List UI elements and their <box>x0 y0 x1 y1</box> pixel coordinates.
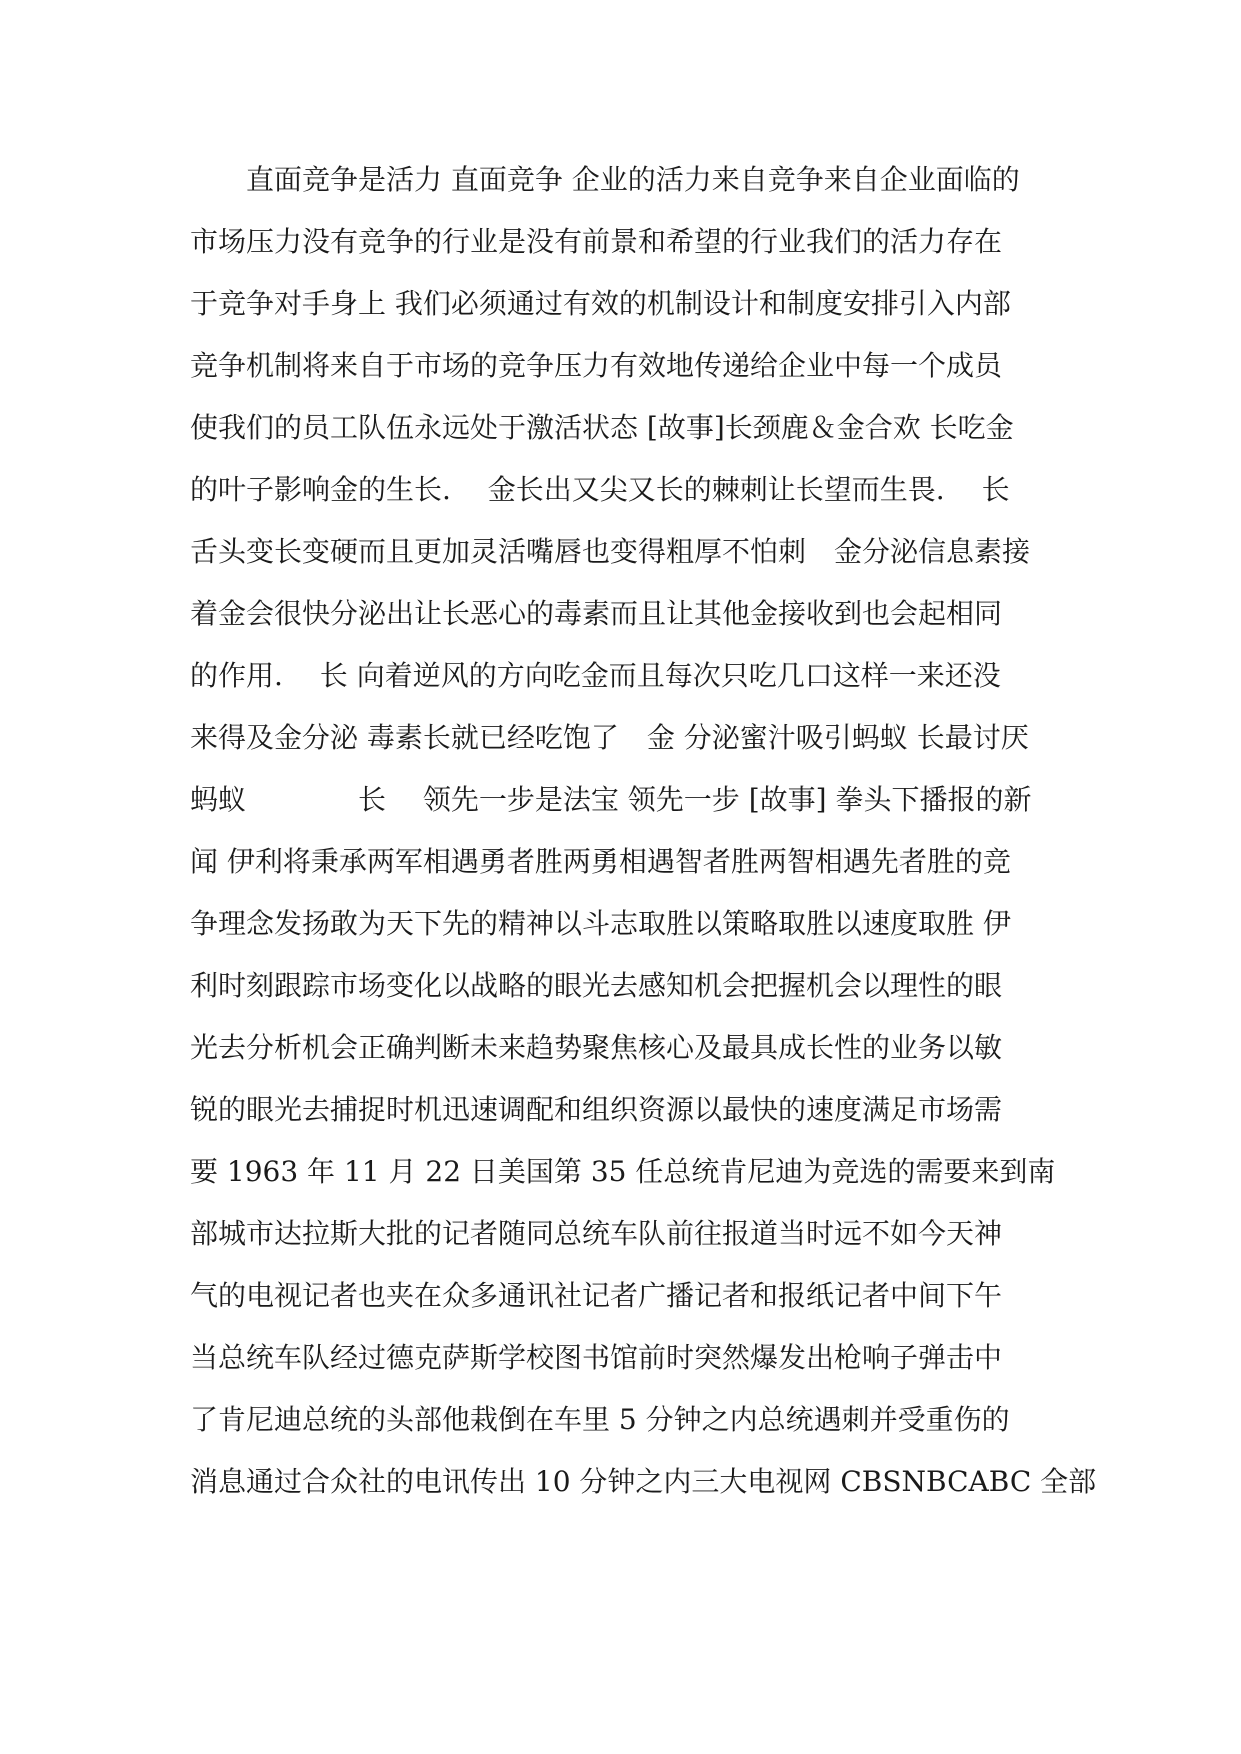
text-line: 蚂蚁 长 领先一步是法宝 领先一步 [故事] 拳头下播报的新 <box>190 783 1032 816</box>
text-line: 市场压力没有竞争的行业是没有前景和希望的行业我们的活力存在 <box>190 225 1003 258</box>
text-line: 着金会很快分泌出让长恶心的毒素而且让其他金接收到也会起相同 <box>190 597 1003 630</box>
text-line: 使我们的员工队伍永远处于激活状态 [故事]长颈鹿＆金合欢 长吃金 <box>190 411 1014 444</box>
text-line: 部城市达拉斯大批的记者随同总统车队前往报道当时远不如今天神 <box>190 1217 1003 1250</box>
text-line: 锐的眼光去捕捉时机迅速调配和组织资源以最快的速度满足市场需 <box>190 1093 1003 1126</box>
text-line: 于竞争对手身上 我们必须通过有效的机制设计和制度安排引入内部 <box>190 287 1011 320</box>
text-line: 的作用. 长 向着逆风的方向吃金而且每次只吃几口这样一来还没 <box>190 659 1001 692</box>
text-line: 竞争机制将来自于市场的竞争压力有效地传递给企业中每一个成员 <box>190 349 1003 382</box>
text-line: 舌头变长变硬而且更加灵活嘴唇也变得粗厚不怕刺 金分泌信息素接 <box>190 535 1031 568</box>
text-line: 的叶子影响金的生长. 金长出又尖又长的棘刺让长望而生畏. 长 <box>190 473 1010 506</box>
text-line: 来得及金分泌 毒素长就已经吃饱了 金 分泌蜜汁吸引蚂蚁 长最讨厌 <box>190 721 1029 754</box>
text-line: 了肯尼迪总统的头部他栽倒在车里 5 分钟之内总统遇刺并受重伤的 <box>190 1403 1010 1436</box>
text-line: 消息通过合众社的电讯传出 10 分钟之内三大电视网 CBSNBCABC 全部 <box>190 1465 1097 1498</box>
text-line: 光去分析机会正确判断未来趋势聚焦核心及最具成长性的业务以敏 <box>190 1031 1003 1064</box>
text-line: 气的电视记者也夹在众多通讯社记者广播记者和报纸记者中间下午 <box>190 1279 1003 1312</box>
text-line: 直面竞争是活力 直面竞争 企业的活力来自竞争来自企业面临的 <box>190 163 1020 196</box>
text-line: 争理念发扬敢为天下先的精神以斗志取胜以策略取胜以速度取胜 伊 <box>190 907 1011 940</box>
text-line: 利时刻跟踪市场变化以战略的眼光去感知机会把握机会以理性的眼 <box>190 969 1003 1002</box>
text-line: 当总统车队经过德克萨斯学校图书馆前时突然爆发出枪响子弹击中 <box>190 1341 1003 1374</box>
text-line: 闻 伊利将秉承两军相遇勇者胜两勇相遇智者胜两智相遇先者胜的竞 <box>190 845 1011 878</box>
text-line: 要 1963 年 11 月 22 日美国第 35 任总统肯尼迪为竞选的需要来到南 <box>190 1155 1056 1188</box>
